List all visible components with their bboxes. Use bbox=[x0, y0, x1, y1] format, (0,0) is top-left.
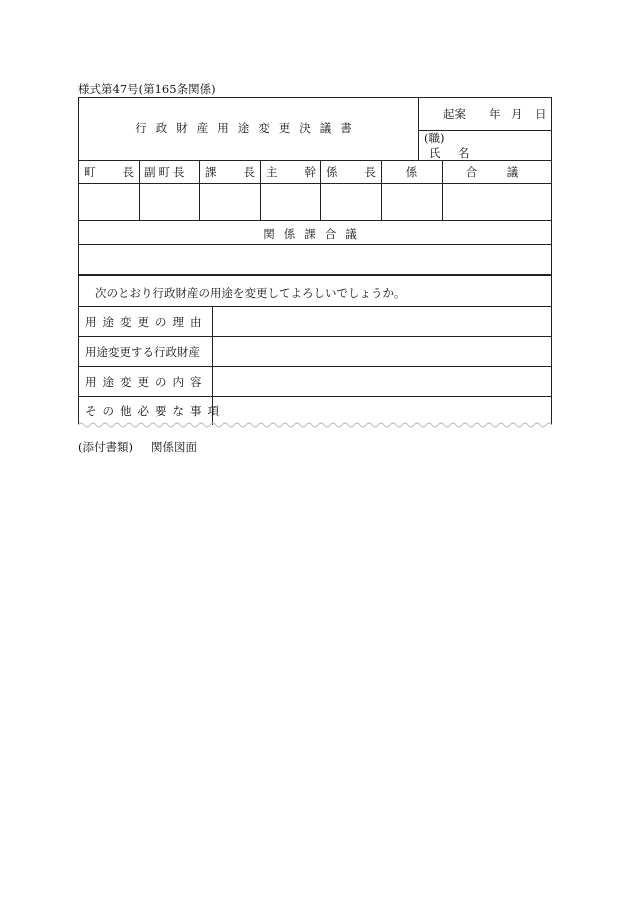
statement-text: 次のとおり行政財産の用途を変更してよろしいでしょうか。 bbox=[95, 286, 406, 300]
month-label: 月 bbox=[511, 107, 523, 121]
form-number: 様式第47号(第165条関係) bbox=[78, 82, 216, 96]
cut-line bbox=[78, 419, 552, 431]
approver-section-chief: 課 長 bbox=[205, 165, 255, 179]
approver-unit-chief: 係 長 bbox=[326, 165, 376, 179]
approver-mayor: 町 長 bbox=[84, 165, 134, 179]
attachments-value: 関係図面 bbox=[151, 440, 197, 454]
attachments-label: (添付書類) bbox=[78, 440, 133, 454]
field-label-property: 用途変更する行政財産 bbox=[85, 345, 200, 359]
day-label: 日 bbox=[535, 107, 547, 121]
approver-chief-officer: 主 幹 bbox=[266, 165, 316, 179]
approver-deputy-mayor: 副町長 bbox=[144, 165, 188, 179]
approver-consultation: 合 議 bbox=[465, 165, 528, 179]
name-label: 氏 名 bbox=[429, 146, 473, 160]
draft-label: 起案 bbox=[443, 107, 466, 121]
position-label: (職) bbox=[424, 131, 445, 145]
field-label-content: 用途変更の内容 bbox=[85, 375, 208, 389]
form-title: 行政財産用途変更決議書 bbox=[135, 121, 361, 135]
field-label-reason: 用途変更の理由 bbox=[85, 315, 208, 329]
approver-staff: 係 bbox=[405, 165, 418, 179]
field-label-other: その他必要な事項 bbox=[85, 404, 225, 418]
related-dept-header: 関係課合議 bbox=[263, 227, 366, 241]
year-label: 年 bbox=[489, 107, 501, 121]
